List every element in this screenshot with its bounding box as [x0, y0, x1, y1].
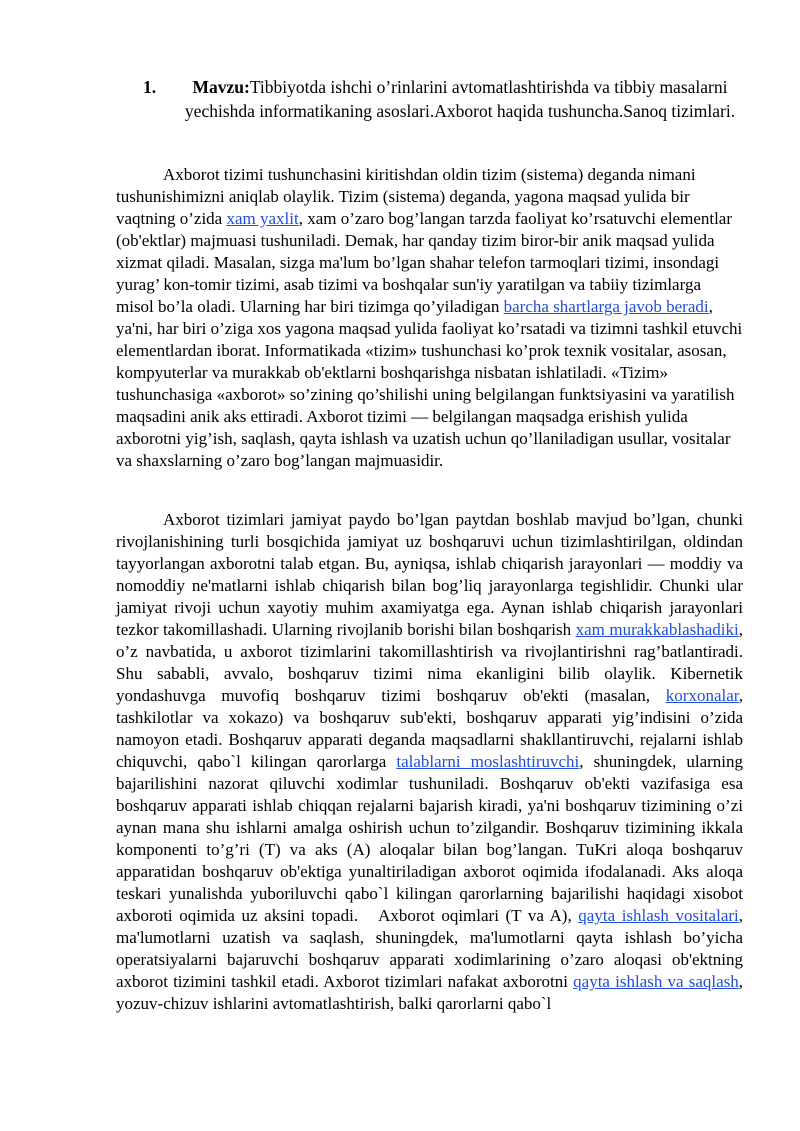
paragraph-text: , ma'lumotlarni uzatish va saqlash, shuningdek, ma'lumotlarni qayta ishlash bo’yicha operatsiyalarni bajaruvchi boshqaruv apparati xodimlarining o’zaro aloqasi ob'ektning axborot tizimini tashkil etadi. Axborot tizimlari nafakat axborotni	[116, 906, 744, 991]
link-qayta-ishlash-vositalari[interactable]: qayta ishlash vositalari	[578, 906, 739, 925]
paragraph-text: , ya'ni, har biri o’ziga xos yagona maqsad yulida faoliyat ko’rsatadi va tizimni tashkil etuvchi elementlardan iborat. Informatikada «tizim» tushunchasi ko’prok texnik vositalar, asosan, kompyuterlar va murakkab ob'ektlarni boshqarishga nisbatan ishlatiladi. «Tizim» tushunchasiga «axborot» so’zining qo’shilishi uning belgilangan funktsiyasini va yaratilish maqsadini anik aks ettiradi. Axborot tizimi — belgilangan maqsadga erishish yulida axborotni yig’ish, saqlash, qayta ishlash va uzatish uchun qo’llaniladigan usullar, vositalar va shaxslarning o’zaro bog’langan majmuasidir.	[116, 297, 743, 470]
link-talablarni-moslashtiruvchi[interactable]: talablarni moslashtiruvchi	[396, 752, 580, 771]
paragraph-text: Axborot oqimlari (T va A),	[378, 906, 579, 925]
heading-text	[167, 76, 753, 123]
paragraph-text: , tashkilotlar va xokazo) va boshqaruv sub'ekti, boshqaruv apparati yig’indisini o’zida namoyon etadi. Boshqaruv apparati deganda maqsadlarni shakllantiruvchi, rejalarni ishlab chiquvchi, qabo`l kilingan qarorlarga	[116, 686, 743, 771]
paragraph-text: , xam o’zaro bog’langan tarzda faoliyat ko’rsatuvchi elementlar (ob'ektlar) majmuasi tushuniladi. Demak, har qanday tizim biror-bir anik maqsad yulida xizmat qiladi. Masalan, sizga ma'lum bo’lgan shahar telefon tarmoqlari tizimi, insondagi yurag’ kon-tomir tizimi, asab tizimi va boshqalar sun'iy yaratilgan va tabiiy tizimlarga misol bo’la oladi. Ularning har biri tizimga qo’yiladigan	[116, 209, 733, 316]
paragraph-text: , o’z navbatida, u axborot tizimlarini takomillashtirish va rivojlantirishni rag’batlantiradi. Shu sababli, avvalo, boshqaruv tizimi nima ekanligini bilib olaylik. Kibernetik yondashuvga muvofiq boshqaruv tizimi boshqaruv ob'ekti (masalan,	[116, 620, 743, 705]
link-xam-murakkablashadiki[interactable]: xam murakkablashadiki	[575, 620, 739, 639]
paragraph-text: , shuningdek, ularning bajarilishini nazorat qiluvchi xodimlar tushuniladi. Boshqaruv ob'ekti vazifasiga esa boshqaruv apparati ishlab chiqqan rejalarni bajarish kiradi, ya'ni boshqaruv tizimining o’zi aynan mana shu ishlarni amalga oshirish uchun to’zilgandir. Boshqaruv tizimining ikkala komponenti to’g’ri (T) va aks (A) aloqalar bilan bog’langan. TuKri aloqa boshqaruv apparatidan boshqaruv ob'ektiga yunaltiriladigan axborot oqimida ifodalanadi. Aks aloqa teskari yunalishda yuboriluvchi qabo`l kilingan qarorlarning bajarilishi haqidagi xisobot axboroti oqimida uz aksini topadi.	[116, 752, 743, 925]
paragraph-2-text	[116, 509, 743, 1015]
paragraph-2	[116, 509, 743, 1015]
heading-label: Mavzu:	[192, 77, 250, 97]
link-barcha-shartlarga[interactable]: barcha shartlarga javob beradi	[503, 297, 709, 316]
heading-title: Tibbiyotda ishchi o’rinlarini avtomatlashtirishda va tibbiy masalarni yechishda informatikaning asoslari.Axborot haqida tushuncha.Sanoq tizimlari.	[184, 77, 736, 121]
paragraph-1	[116, 164, 743, 472]
link-qayta-ishlash-va-saqlash[interactable]: qayta ishlash va saqlash	[573, 972, 739, 991]
link-korxonalar[interactable]: korxonalar	[665, 686, 739, 705]
paragraph-text: , yozuv-chizuv ishlarini avtomatlashtirish, balki qarorlarni qabo`l	[116, 972, 743, 1013]
paragraph-1-text	[116, 164, 743, 472]
link-xam-yaxlit[interactable]: xam yaxlit	[226, 209, 299, 228]
topic-heading	[143, 76, 753, 123]
paragraph-text: Axborot tizimlari jamiyat paydo bo’lgan paytdan boshlab mavjud bo’lgan, chunki rivojlanishining turli bosqichida jamiyat uz boshqaruvi uchun tizimlashtirilgan, oldindan tayyorlangan axborotni talab etgan. Bu, ayniqsa, ishlab chiqarish jarayonlari — moddiy va nomoddiy ne'matlarni ishlab chiqarish bilan bog’liq jarayonlarga tegishlidir. Chunki ular jamiyat rivoji uchun xayotiy muhim axamiyatga ega. Aynan ishlab chiqarish jarayonlari tezkor takomillashadi. Ularning rivojlanib borishi bilan boshqarish	[116, 510, 743, 639]
paragraph-text: Axborot tizimi tushunchasini kiritishdan oldin tizim (sistema) deganda nimani tushunishimizni aniqlab olaylik. Tizim (sistema) deganda, yagona maqsad yulida bir vaqtning o’zida	[116, 165, 696, 228]
heading-number: 1.	[143, 77, 157, 97]
